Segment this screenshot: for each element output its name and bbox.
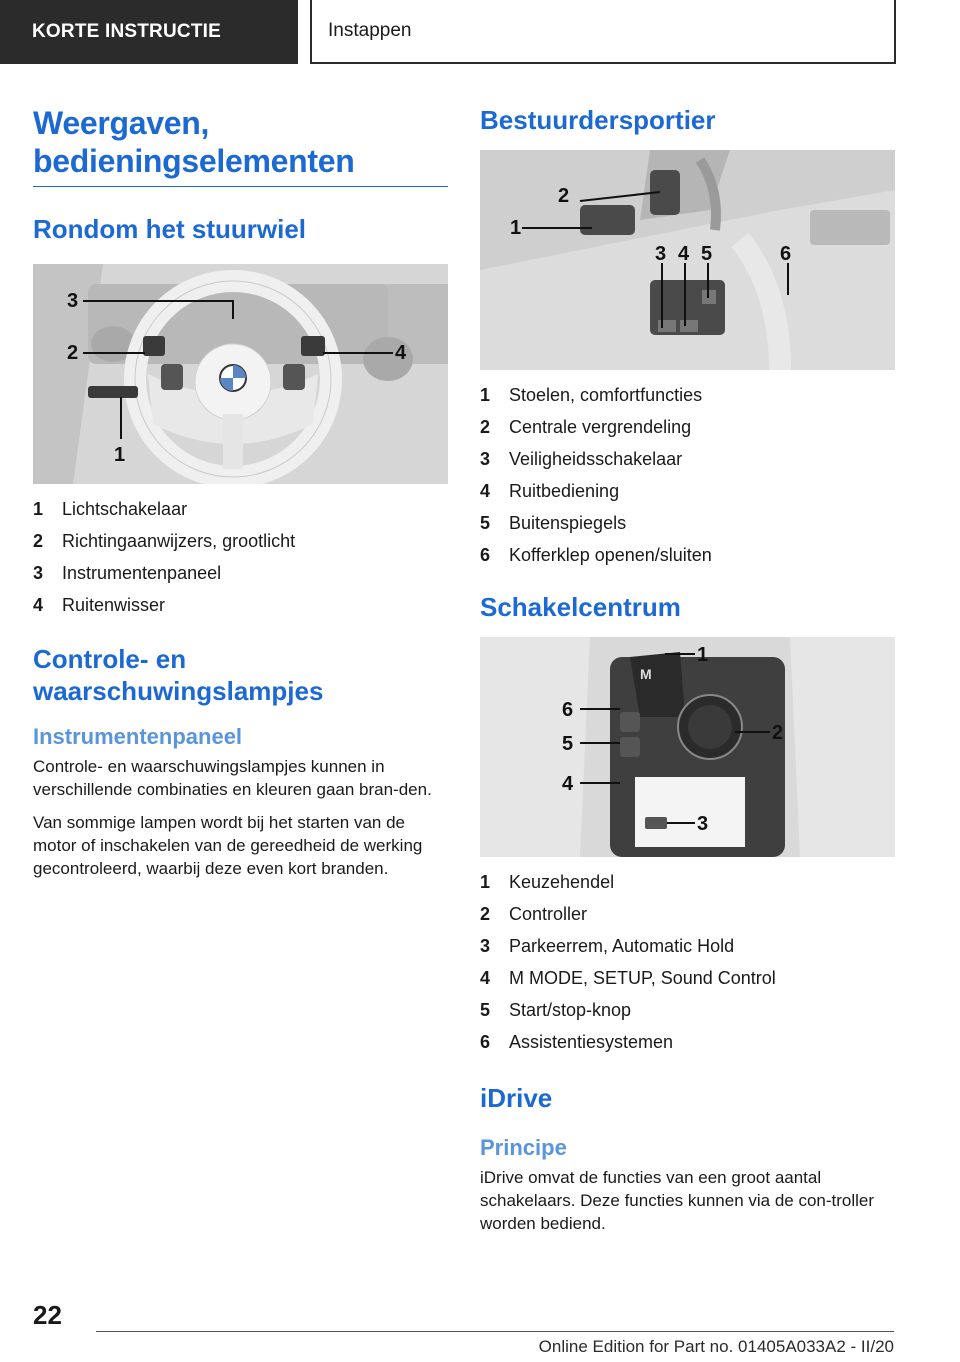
idrive-heading: iDrive [480, 1083, 553, 1113]
list-item: 1 Stoelen, comfortfuncties [480, 385, 703, 405]
section-tab [0, 0, 298, 64]
steering-heading: Rondom het stuurwiel [33, 214, 306, 244]
list-item: 6 Assistentiesystemen [480, 1032, 674, 1052]
list-item: 5 Buitenspiegels [480, 513, 627, 533]
callout-6: 6 [780, 243, 792, 265]
list-item: 1 Lichtschakelaar [33, 499, 188, 519]
list-item: 2 Controller [480, 904, 588, 924]
footer-edition: Online Edition for Part no. 01405A033A2 - II/20 [538, 1337, 894, 1356]
callout-4: 4 [678, 243, 690, 265]
warning-heading: Controle- en waarschuwingslampjes [33, 644, 324, 706]
list-item: 3 Instrumentenpaneel [33, 563, 222, 583]
left-column [33, 104, 448, 880]
steering-wheel-figure [33, 264, 448, 484]
callout-2: 2 [558, 185, 570, 207]
callout-4: 4 [395, 342, 407, 364]
callout-1: 1 [114, 444, 126, 466]
callout-1: 1 [697, 644, 709, 666]
svg-text:M: M [640, 666, 652, 682]
door-figure [480, 150, 895, 370]
steering-wheel-illustration [33, 264, 448, 484]
callout-1: 1 [510, 217, 522, 239]
list-item: 3 Veiligheidsschakelaar [480, 449, 683, 469]
list-item: 2 Centrale vergrendeling [480, 417, 692, 437]
list-item: 1 Keuzehendel [480, 872, 615, 892]
right-column [480, 104, 895, 1235]
page-number: 22 [33, 1300, 62, 1330]
idrive-paragraph: iDrive omvat de functies van een groot aantal schakelaars. Deze functies kunnen via de con-troller worden bediend. [480, 1168, 875, 1233]
console-figure [480, 637, 895, 857]
callout-3: 3 [697, 813, 709, 835]
list-item: 6 Kofferklep openen/sluiten [480, 545, 712, 565]
idrive-subheading: Principe [480, 1135, 567, 1160]
list-item: 4 Ruitenwisser [33, 595, 166, 615]
list-item: 4 Ruitbediening [480, 481, 620, 501]
callout-2: 2 [67, 342, 79, 364]
callout-4: 4 [562, 773, 574, 795]
steering-legend [33, 493, 448, 621]
page-title: Weergaven, bedieningselementen [33, 104, 448, 187]
console-legend [480, 866, 895, 1058]
callout-2: 2 [772, 722, 784, 744]
door-legend [480, 379, 895, 571]
door-heading: Bestuurdersportier [480, 105, 716, 135]
callout-3: 3 [655, 243, 667, 265]
list-item: 5 Start/stop-knop [480, 1000, 632, 1020]
console-heading: Schakelcentrum [480, 592, 681, 622]
callout-5: 5 [562, 733, 574, 755]
console-illustration [480, 637, 895, 857]
footer-divider [96, 1331, 894, 1332]
chapter-tab [310, 0, 896, 64]
callout-6: 6 [562, 699, 574, 721]
list-item: 2 Richtingaanwijzers, grootlicht [33, 531, 296, 551]
list-item: 3 Parkeerrem, Automatic Hold [480, 936, 735, 956]
warning-paragraph-1: Controle- en waarschuwingslampjes kunnen in verschillende combinaties en kleuren gaan bran-den. [33, 757, 432, 799]
warning-subheading: Instrumentenpaneel [33, 724, 243, 749]
callout-5: 5 [701, 243, 713, 265]
section-title: KORTE INSTRUCTIE [32, 21, 221, 42]
chapter-title: Instappen [328, 20, 412, 41]
list-item: 4 M MODE, SETUP, Sound Control [480, 968, 776, 988]
warning-paragraph-2: Van sommige lampen wordt bij het starten van de motor of inschakelen van de gereedheid de werking gecontroleerd, waarbij deze even kort branden. [33, 813, 423, 878]
door-illustration [480, 150, 895, 370]
callout-3: 3 [67, 290, 79, 312]
